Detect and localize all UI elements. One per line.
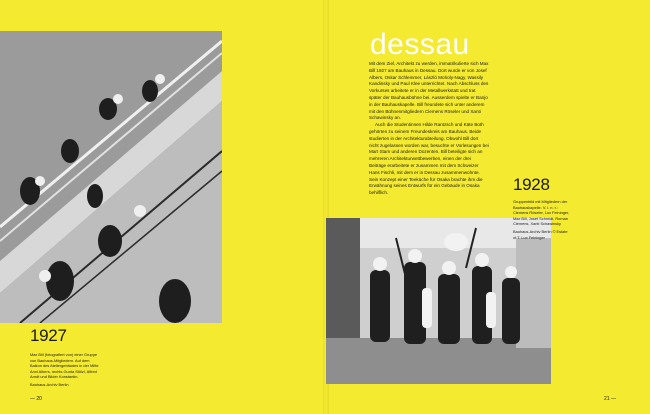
- band-photo: [326, 218, 551, 384]
- caption-credit: Bauhaus-Archiv Berlin © Estate of T. Lux Feininger: [513, 228, 568, 240]
- body-text: [369, 61, 489, 197]
- photo-caption-left: [30, 352, 102, 388]
- caption-text: Gruppenbild mit Mitgliedern der Bauhauskapelle. V. l. n. r.: Clemens Röseler, Lux Feininger, Max Bill, Josef Schmidt, Roman Clemens, Xanti Schawinsky: [513, 199, 570, 227]
- body-paragraph: Mit dem Ziel, Architekt zu werden, immatrikulierte sich Max Bill 1927 am Bauhaus in Dessau. Dort wurde er von Josef Albers, Oskar Schlemmer, László Moholy-Nagy, Wassily Kandinsky und Paul Klee unterrichtet. Nach Abschluss des Vorkurses arbeitete er in der Metallwerkstatt und trat später der Bauhausbühne bei. Ausserdem spielte er Banjo in der Bauhauskapelle. Bill freundete sich unter anderem mit den Bühnenmitgliedern Clemens Röseler und Xanti Schawinsky an.: [369, 61, 489, 121]
- page-title: dessau: [370, 28, 470, 61]
- balcony-photo: [0, 31, 222, 323]
- caption-credit: Bauhaus-Archiv Berlin: [30, 381, 69, 387]
- caption-text: Max Bill (fotografiert von) einer Gruppe von Bauhaus-Mitgliedern. Auf dem Balkon des Ateliergebäudes in der Mitte Anni Albers, rechts Gunta Stölzl, Alfred Arndt und Bilder Konstantin.: [30, 352, 99, 380]
- body-paragraph: Auch die Studentinnen Hilde Rantzsch und Käte Both gehörten zu seinem Freundeskreis am Bauhaus. Beide studierten in der Architekturabteilung. Obwohl Bill dort nicht zugelassen worden war, besuchte er Vorlesungen bei Mart Stam und anderen Dozenten. Bill beteiligte sich an mehreren Architekturwettbewerben, einen der drei Beiträge erarbeitete er zusammen mit dem Schweizer Hans Fischli, mit dem er in Dessau zusammenwohnte. Sein Konzept einer Teeküche für Osaka brachte ihm die Erwähnung seines Entwurfs für ein Gebäude in Osaka behilflich.: [369, 122, 489, 196]
- page-number-right: 21 —: [604, 396, 616, 402]
- photo-caption-right: [513, 199, 571, 240]
- year-1927: 1927: [30, 326, 67, 345]
- year-1928: 1928: [513, 175, 550, 194]
- page-number-left: — 20: [30, 396, 42, 402]
